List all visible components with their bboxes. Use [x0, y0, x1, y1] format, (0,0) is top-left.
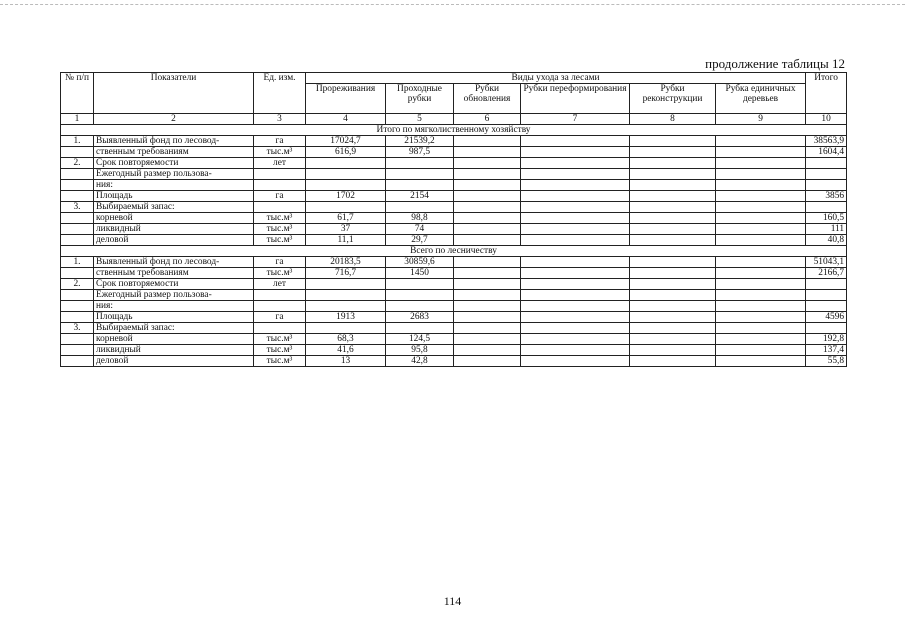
section-title: Итого по мягколиственному хозяйству [61, 125, 847, 136]
renewal-value [454, 136, 521, 147]
single-tree-value [716, 257, 806, 268]
column-number: 8 [630, 114, 716, 125]
table-row [61, 290, 847, 301]
table-header [61, 73, 847, 125]
passing-value: 42,8 [386, 356, 454, 367]
total-value: 111 [806, 224, 847, 235]
reforming-value [521, 345, 630, 356]
table-row [61, 268, 847, 279]
reforming-value [521, 279, 630, 290]
single-tree-value [716, 202, 806, 213]
passing-value: 124,5 [386, 334, 454, 345]
row-number [61, 180, 94, 191]
passing-value [386, 169, 454, 180]
single-tree-value [716, 323, 806, 334]
row-number [61, 191, 94, 202]
unit-cell [254, 180, 306, 191]
reconstruction-value [630, 268, 716, 279]
page-number: 114 [443, 594, 462, 608]
row-number: 3. [61, 202, 94, 213]
header-single-tree-cutting: Рубка единичных деревьев [716, 84, 806, 114]
header-no: № п/п [61, 73, 94, 114]
unit-cell: га [254, 191, 306, 202]
total-value [806, 290, 847, 301]
thinning-value: 11,1 [306, 235, 386, 246]
unit-cell: га [254, 257, 306, 268]
unit-cell [254, 301, 306, 312]
reconstruction-value [630, 334, 716, 345]
row-number: 1. [61, 136, 94, 147]
reconstruction-value [630, 180, 716, 191]
single-tree-value [716, 301, 806, 312]
table-row [61, 136, 847, 147]
table-row [61, 191, 847, 202]
indicator-label: деловой [94, 356, 254, 367]
header-thinning: Прореживания [306, 84, 386, 114]
single-tree-value [716, 180, 806, 191]
indicator-label: деловой [94, 235, 254, 246]
unit-cell [254, 290, 306, 301]
indicator-label: Выявленный фонд по лесовод- [94, 136, 254, 147]
total-value [806, 301, 847, 312]
header-care-types: Виды ухода за лесами [306, 73, 806, 84]
unit-cell [254, 202, 306, 213]
total-value: 4596 [806, 312, 847, 323]
row-number: 2. [61, 158, 94, 169]
table-row [61, 213, 847, 224]
table-row [61, 224, 847, 235]
section-row [61, 246, 847, 257]
renewal-value [454, 235, 521, 246]
table-row [61, 158, 847, 169]
thinning-value: 37 [306, 224, 386, 235]
single-tree-value [716, 235, 806, 246]
reforming-value [521, 158, 630, 169]
row-number [61, 301, 94, 312]
total-value [806, 202, 847, 213]
forest-care-table [60, 72, 847, 367]
total-value: 3856 [806, 191, 847, 202]
unit-cell: тыс.м³ [254, 268, 306, 279]
reconstruction-value [630, 257, 716, 268]
passing-value [386, 202, 454, 213]
row-number [61, 268, 94, 279]
row-number [61, 213, 94, 224]
single-tree-value [716, 147, 806, 158]
indicator-label: корневой [94, 213, 254, 224]
row-number [61, 147, 94, 158]
row-number: 2. [61, 279, 94, 290]
table-row [61, 323, 847, 334]
indicator-label: ственным требованиям [94, 268, 254, 279]
indicator-label: Площадь [94, 191, 254, 202]
thinning-value: 41,6 [306, 345, 386, 356]
indicator-label: корневой [94, 334, 254, 345]
total-value [806, 279, 847, 290]
header-indicators: Показатели [94, 73, 254, 114]
thinning-value [306, 158, 386, 169]
single-tree-value [716, 334, 806, 345]
reforming-value [521, 356, 630, 367]
scan-edge-top [0, 4, 905, 6]
row-number [61, 334, 94, 345]
single-tree-value [716, 213, 806, 224]
column-number: 10 [806, 114, 847, 125]
passing-value [386, 180, 454, 191]
renewal-value [454, 191, 521, 202]
reconstruction-value [630, 356, 716, 367]
reconstruction-value [630, 323, 716, 334]
unit-cell [254, 323, 306, 334]
thinning-value: 716,7 [306, 268, 386, 279]
section-row [61, 125, 847, 136]
thinning-value: 13 [306, 356, 386, 367]
passing-value: 29,7 [386, 235, 454, 246]
thinning-value [306, 323, 386, 334]
reconstruction-value [630, 290, 716, 301]
total-value: 160,5 [806, 213, 847, 224]
table-row [61, 312, 847, 323]
reconstruction-value [630, 158, 716, 169]
row-number [61, 169, 94, 180]
thinning-value [306, 301, 386, 312]
renewal-value [454, 202, 521, 213]
total-value [806, 180, 847, 191]
table-row [61, 202, 847, 213]
reconstruction-value [630, 235, 716, 246]
unit-cell: тыс.м³ [254, 235, 306, 246]
renewal-value [454, 147, 521, 158]
indicator-label: Площадь [94, 312, 254, 323]
thinning-value: 616,9 [306, 147, 386, 158]
table-row [61, 345, 847, 356]
reconstruction-value [630, 191, 716, 202]
reforming-value [521, 224, 630, 235]
reforming-value [521, 290, 630, 301]
thinning-value: 17024,7 [306, 136, 386, 147]
renewal-value [454, 257, 521, 268]
reforming-value [521, 136, 630, 147]
reconstruction-value [630, 213, 716, 224]
single-tree-value [716, 158, 806, 169]
reconstruction-value [630, 147, 716, 158]
reconstruction-value [630, 136, 716, 147]
reforming-value [521, 147, 630, 158]
column-number: 9 [716, 114, 806, 125]
column-number: 3 [254, 114, 306, 125]
table-row [61, 180, 847, 191]
column-number: 5 [386, 114, 454, 125]
single-tree-value [716, 169, 806, 180]
total-value: 40,8 [806, 235, 847, 246]
passing-value: 74 [386, 224, 454, 235]
passing-value: 21539,2 [386, 136, 454, 147]
passing-value [386, 301, 454, 312]
passing-value: 2154 [386, 191, 454, 202]
indicator-label: ственным требованиям [94, 147, 254, 158]
reforming-value [521, 202, 630, 213]
renewal-value [454, 312, 521, 323]
passing-value: 95,8 [386, 345, 454, 356]
passing-value [386, 158, 454, 169]
renewal-value [454, 224, 521, 235]
unit-cell: тыс.м³ [254, 334, 306, 345]
renewal-value [454, 356, 521, 367]
total-value: 137,4 [806, 345, 847, 356]
passing-value: 30859,6 [386, 257, 454, 268]
reconstruction-value [630, 301, 716, 312]
table-row [61, 147, 847, 158]
reconstruction-value [630, 345, 716, 356]
passing-value: 2683 [386, 312, 454, 323]
reforming-value [521, 180, 630, 191]
reconstruction-value [630, 169, 716, 180]
indicator-label: ликвидный [94, 224, 254, 235]
header-reforming-cuttings: Рубки переформирования [521, 84, 630, 114]
single-tree-value [716, 312, 806, 323]
reforming-value [521, 268, 630, 279]
passing-value [386, 279, 454, 290]
total-value: 192,8 [806, 334, 847, 345]
row-number [61, 235, 94, 246]
thinning-value: 61,7 [306, 213, 386, 224]
header-reconstruction-cuttings: Рубки реконструкции [630, 84, 716, 114]
thinning-value: 1702 [306, 191, 386, 202]
renewal-value [454, 323, 521, 334]
total-value [806, 323, 847, 334]
row-number [61, 345, 94, 356]
reconstruction-value [630, 279, 716, 290]
reforming-value [521, 312, 630, 323]
table-row [61, 235, 847, 246]
column-number: 4 [306, 114, 386, 125]
total-value [806, 158, 847, 169]
table-row [61, 334, 847, 345]
header-passing-cuttings: Проходные рубки [386, 84, 454, 114]
unit-cell: лет [254, 158, 306, 169]
thinning-value [306, 279, 386, 290]
renewal-value [454, 279, 521, 290]
renewal-value [454, 180, 521, 191]
reforming-value [521, 191, 630, 202]
table-row [61, 279, 847, 290]
reforming-value [521, 169, 630, 180]
renewal-value [454, 268, 521, 279]
passing-value [386, 290, 454, 301]
total-value: 55,8 [806, 356, 847, 367]
indicator-label: Выбираемый запас: [94, 323, 254, 334]
single-tree-value [716, 191, 806, 202]
row-number: 3. [61, 323, 94, 334]
table-row [61, 169, 847, 180]
single-tree-value [716, 356, 806, 367]
single-tree-value [716, 224, 806, 235]
header-unit: Ед. изм. [254, 73, 306, 114]
column-number: 1 [61, 114, 94, 125]
thinning-value: 1913 [306, 312, 386, 323]
row-number: 1. [61, 257, 94, 268]
renewal-value [454, 345, 521, 356]
row-number [61, 290, 94, 301]
reconstruction-value [630, 202, 716, 213]
single-tree-value [716, 268, 806, 279]
reforming-value [521, 301, 630, 312]
unit-cell: тыс.м³ [254, 147, 306, 158]
table-body [61, 125, 847, 367]
thinning-value: 20183,5 [306, 257, 386, 268]
reconstruction-value [630, 224, 716, 235]
indicator-label: Ежегодный размер пользова- [94, 169, 254, 180]
single-tree-value [716, 136, 806, 147]
total-value: 51043,1 [806, 257, 847, 268]
unit-cell: га [254, 312, 306, 323]
thinning-value [306, 180, 386, 191]
total-value: 1604,4 [806, 147, 847, 158]
passing-value: 98,8 [386, 213, 454, 224]
indicator-label: ния: [94, 301, 254, 312]
renewal-value [454, 301, 521, 312]
total-value: 38563,9 [806, 136, 847, 147]
passing-value: 1450 [386, 268, 454, 279]
reforming-value [521, 323, 630, 334]
total-value [806, 169, 847, 180]
header-total: Итого [806, 73, 847, 114]
renewal-value [454, 290, 521, 301]
indicator-label: Срок повторяемости [94, 158, 254, 169]
indicator-label: Выявленный фонд по лесовод- [94, 257, 254, 268]
table-row [61, 356, 847, 367]
reconstruction-value [630, 312, 716, 323]
table-row [61, 257, 847, 268]
reforming-value [521, 235, 630, 246]
table-row [61, 301, 847, 312]
column-number: 7 [521, 114, 630, 125]
single-tree-value [716, 279, 806, 290]
unit-cell: га [254, 136, 306, 147]
thinning-value [306, 290, 386, 301]
row-number [61, 224, 94, 235]
renewal-value [454, 158, 521, 169]
row-number [61, 356, 94, 367]
thinning-value: 68,3 [306, 334, 386, 345]
reforming-value [521, 257, 630, 268]
indicator-label: ликвидный [94, 345, 254, 356]
renewal-value [454, 334, 521, 345]
indicator-label: ния: [94, 180, 254, 191]
column-number: 2 [94, 114, 254, 125]
unit-cell: лет [254, 279, 306, 290]
unit-cell: тыс.м³ [254, 213, 306, 224]
unit-cell: тыс.м³ [254, 224, 306, 235]
reforming-value [521, 334, 630, 345]
renewal-value [454, 213, 521, 224]
total-value: 2166,7 [806, 268, 847, 279]
renewal-value [454, 169, 521, 180]
reforming-value [521, 213, 630, 224]
table-continuation-caption: продолжение таблицы 12 [705, 56, 845, 71]
indicator-label: Выбираемый запас: [94, 202, 254, 213]
unit-cell: тыс.м³ [254, 345, 306, 356]
column-number: 6 [454, 114, 521, 125]
unit-cell: тыс.м³ [254, 356, 306, 367]
indicator-label: Срок повторяемости [94, 279, 254, 290]
column-number-row [61, 114, 847, 125]
section-title: Всего по лесничеству [61, 246, 847, 257]
single-tree-value [716, 290, 806, 301]
row-number [61, 312, 94, 323]
passing-value [386, 323, 454, 334]
thinning-value [306, 202, 386, 213]
unit-cell [254, 169, 306, 180]
thinning-value [306, 169, 386, 180]
passing-value: 987,5 [386, 147, 454, 158]
header-renewal-cuttings: Рубки обновления [454, 84, 521, 114]
single-tree-value [716, 345, 806, 356]
indicator-label: Ежегодный размер пользова- [94, 290, 254, 301]
